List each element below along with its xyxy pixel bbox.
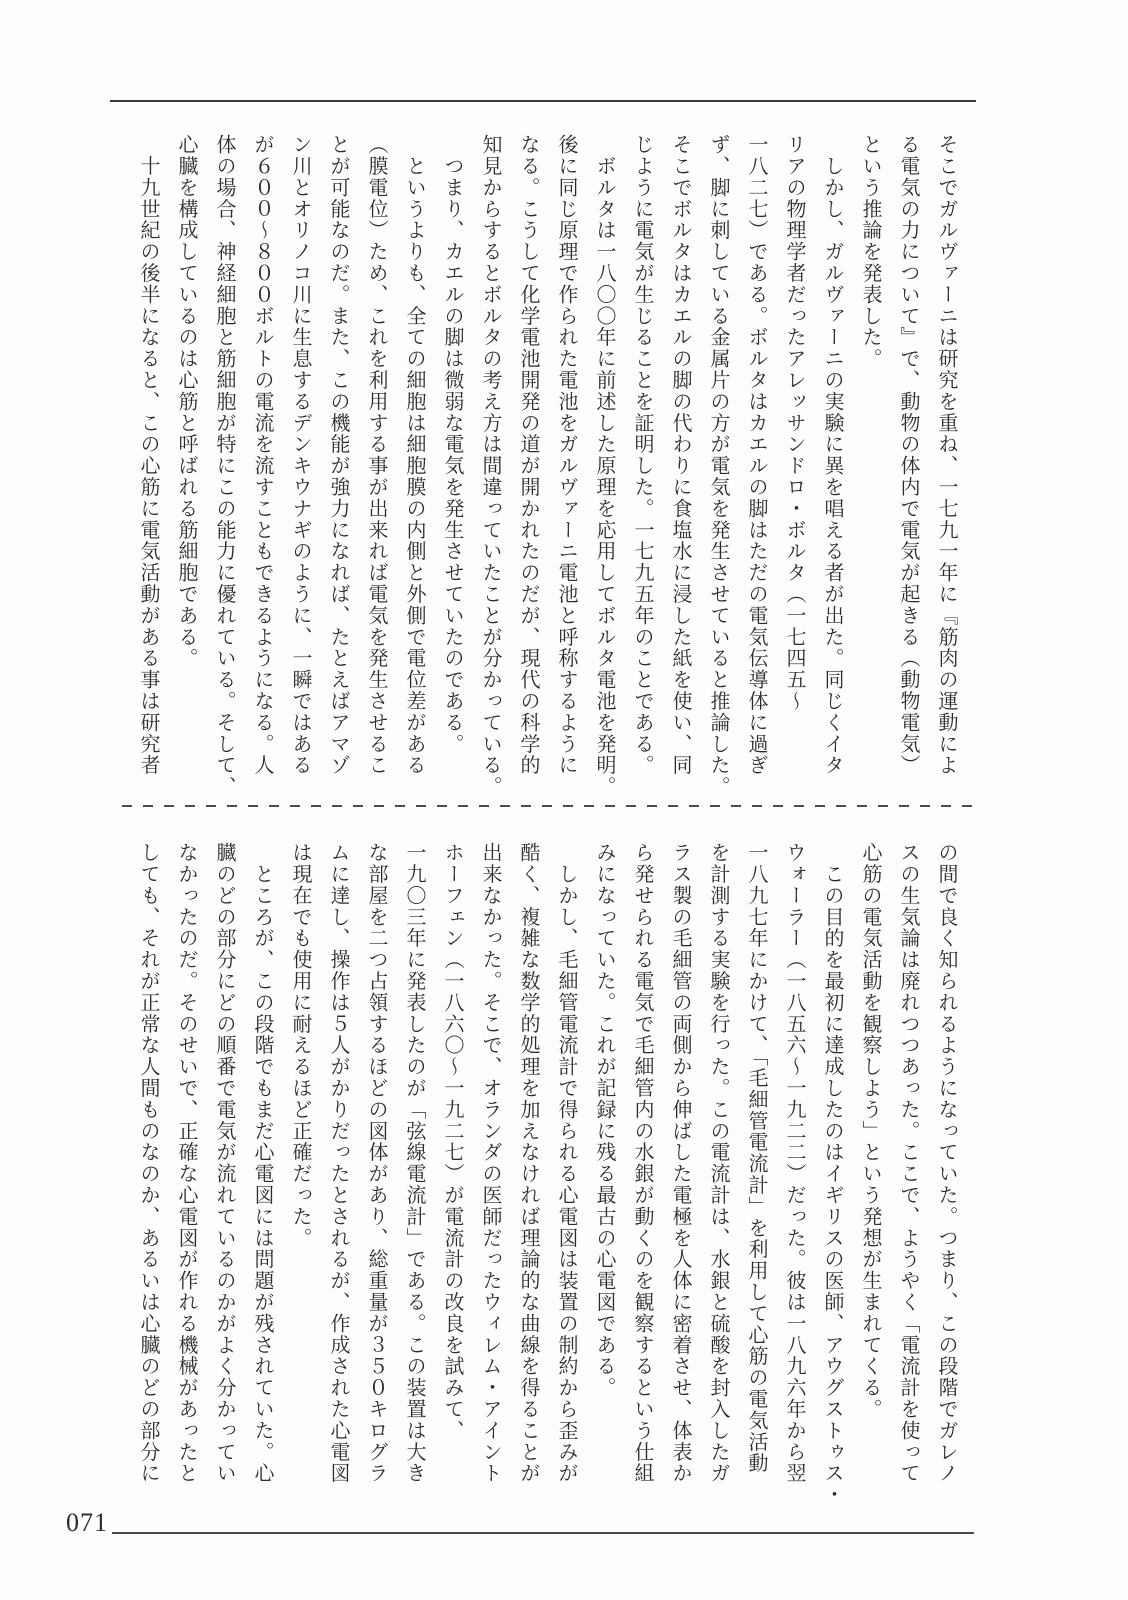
text-column: ホーフェン（一八六〇～一九二七）が電流計の改良を試みて、 (441, 842, 463, 1442)
text-column: な部屋を二つ占領するほどの図体があり、総重量が３５０キログラ (365, 842, 387, 1484)
text-column: ボルタは一八〇〇年に前述した原理を応用してボルタ電池を発明。 (593, 134, 615, 798)
text-column: ムに達し、操作は５人がかりだったとされるが、作成された心電図 (327, 842, 349, 1484)
text-column: しかし、毛細管電流計で得られる心電図は装置の制約から歪みが (555, 842, 577, 1484)
text-column: 臓のどの部分にどの順番で電気が流れているのかがよく分かってい (213, 842, 235, 1484)
text-column: スの生気論は廃れつつあった。ここで、ようやく「電流計を使って (897, 842, 919, 1484)
text-column: 酷く、複雑な数学的処理を加えなければ理論的な曲線を得ることが (517, 842, 539, 1484)
text-column: ウォーラー（一八五六～一九二二）だった。彼は一八九六年から翌 (783, 842, 805, 1484)
top-border-rule (110, 100, 976, 102)
page-number: 071 (66, 1508, 108, 1537)
text-column: ら発せられる電気で毛細管内の水銀が動くのを観察するという仕組 (631, 842, 653, 1484)
text-column: （膜電位）ため、これを利用する事が出来れば電気を発生させるこ (365, 134, 387, 776)
text-column: 後に同じ原理で作られた電池をガルヴァーニ電池と呼称するように (555, 134, 577, 776)
text-column: という推論を発表した。 (859, 134, 881, 370)
text-section-top (129, 134, 965, 806)
text-column: 心臓を構成しているのは心筋と呼ばれる筋細胞である。 (175, 134, 197, 669)
text-column: なる。こうして化学電池開発の道が開かれたのだが、現代の科学的 (517, 134, 539, 776)
text-column: みになっていた。これが記録に残る最古の心電図である。 (593, 842, 615, 1399)
text-column: 心筋の電気活動を観察しよう」という発想が生まれてくる。 (859, 842, 881, 1420)
text-column: ところが、この段階でもまだ心電図には問題が残されていた。心 (251, 842, 273, 1484)
text-column: 体の場合、神経細胞と筋細胞が特にこの能力に優れている。そして、 (213, 134, 235, 798)
text-column: ン川とオリノコ川に生息するデンキウナギのように、一瞬ではある (289, 134, 311, 776)
text-column: 一八二七）である。ボルタはカエルの脚はただの電気伝導体に過ぎ (745, 134, 767, 776)
text-column: リアの物理学者だったアレッサンドロ・ボルタ（一七四五～ (783, 134, 805, 712)
text-section-bottom (129, 842, 965, 1514)
text-column: の間で良く知られるようになっていた。つまり、この段階でガレノ (935, 842, 957, 1484)
text-column: ず、脚に刺している金属片の方が電気を発生させていると推論した。 (707, 134, 729, 798)
text-column: つまり、カエルの脚は微弱な電気を発生させていたのである。 (441, 134, 463, 755)
text-column: ラス製の毛細管の両側から伸ばした電極を人体に密着させ、体表か (669, 842, 691, 1484)
text-column: 知見からするとボルタの考え方は間違っていたことが分かっている。 (479, 134, 501, 798)
text-column: そこでボルタはカエルの脚の代わりに食塩水に浸した紙を使い、同 (669, 134, 691, 776)
text-column: が６００～８００ボルトの電流を流すこともできるようになる。人 (251, 134, 273, 776)
text-column: を計測する実験を行った。この電流計は、水銀と硫酸を封入したガ (707, 842, 729, 1484)
text-column: 一八九七年にかけて、「毛細管電流計」を利用して心筋の電気活動 (745, 842, 767, 1474)
text-column: そこでガルヴァーニは研究を重ね、一七九一年に『筋肉の運動によ (935, 134, 957, 776)
footer-rule (112, 1532, 974, 1534)
text-column: というよりも、全ての細胞は細胞膜の内側と外側で電位差がある (403, 134, 425, 776)
text-column: じように電気が生じることを証明した。一七九五年のことである。 (631, 134, 653, 776)
text-column: は現在でも使用に耐えるほど正確だった。 (289, 842, 311, 1249)
text-column: なかったのだ。そのせいで、正確な心電図が作れる機械があったと (175, 842, 197, 1484)
text-column: る電気の力について』で、動物の体内で電気が起きる（動物電気） (897, 134, 919, 776)
text-column: しかし、ガルヴァーニの実験に異を唱える者が出た。同じくイタ (821, 134, 843, 776)
section-divider-dashed-rule (122, 805, 972, 807)
text-column: 出来なかった。そこで、オランダの医師だったウィレム・アイント (479, 842, 501, 1484)
text-column: この目的を最初に達成したのはイギリスの医師、アウグストゥス・ (821, 842, 843, 1506)
text-column: 一九〇三年に発表したのが「弦線電流計」である。この装置は大き (403, 842, 425, 1484)
text-column: とが可能なのだ。また、この機能が強力になれば、たとえばアマゾ (327, 134, 349, 776)
text-column: 十九世紀の後半になると、この心筋に電気活動がある事は研究者 (137, 134, 159, 776)
text-column: しても、それが正常な人間ものなのか、あるいは心臓のどの部分に (137, 842, 159, 1484)
